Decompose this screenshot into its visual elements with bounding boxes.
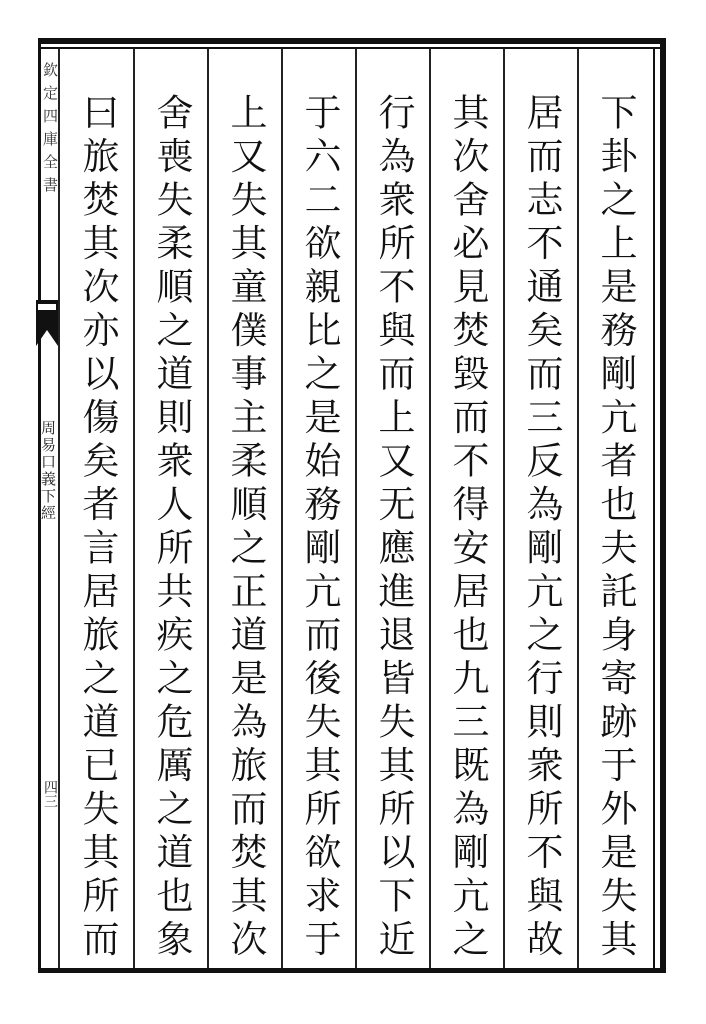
text-column-7: 舍喪失柔順之道則衆人所共疾之危厲之道也象 xyxy=(150,93,193,963)
text-column-3: 其次舍必見焚毀而不得安居也九三既為剛亢之 xyxy=(446,93,489,963)
column-rule xyxy=(133,49,135,968)
text-column-1: 下卦之上是務剛亢者也夫託身寄跡于外是失其 xyxy=(594,93,637,963)
column-rule xyxy=(503,49,505,968)
frame-top-border xyxy=(38,38,666,44)
text-column-8: 曰旅焚其次亦以傷矣者言居旅之道已失其所而 xyxy=(76,93,119,963)
frame-right-border xyxy=(660,38,666,973)
column-rule xyxy=(429,49,431,968)
margin-book-title: 欽定四庫全書 xyxy=(41,62,59,200)
text-column-4: 行為衆所不與而上又无應進退皆失其所以下近 xyxy=(372,93,415,963)
fishtail-mark-icon xyxy=(36,300,58,346)
column-rule xyxy=(577,49,579,968)
frame-bottom-border xyxy=(38,968,666,973)
column-rule xyxy=(281,49,283,968)
column-rule xyxy=(355,49,357,968)
column-rule xyxy=(207,49,209,968)
frame-right-inner-border xyxy=(653,47,655,968)
text-column-5: 于六二欲親比之是始務剛亢而後失其所欲求于 xyxy=(298,93,341,963)
text-column-6: 上又失其童僕事主柔順之正道是為旅而焚其次 xyxy=(224,93,267,963)
margin-chapter-title: 周易口義下經 xyxy=(39,420,57,522)
margin-page-number: 四三 xyxy=(42,780,58,808)
text-column-2: 居而志不通矣而三反為剛亢之行則衆所不與故 xyxy=(520,93,563,963)
